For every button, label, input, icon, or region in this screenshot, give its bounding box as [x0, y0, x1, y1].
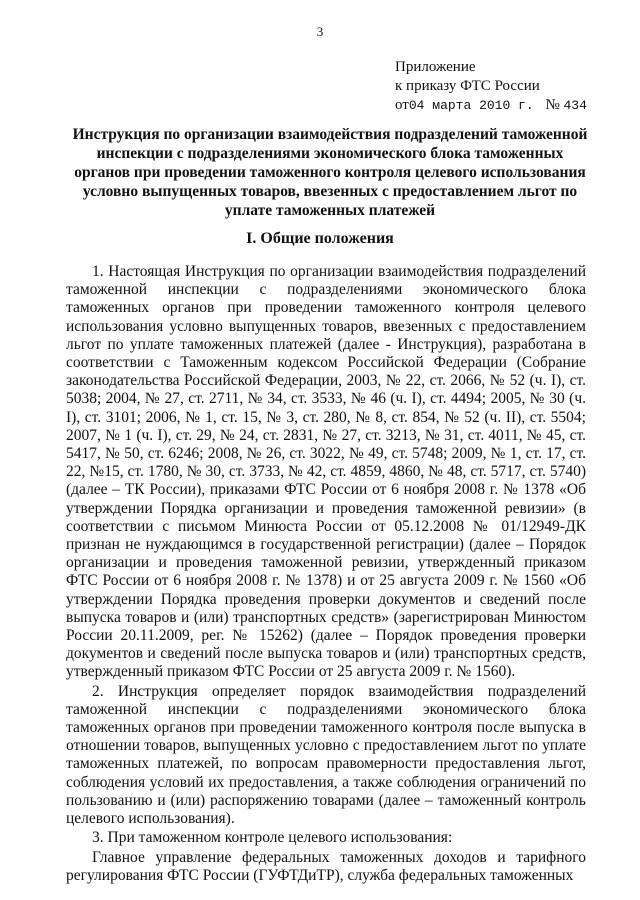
- paragraph-4: Главное управление федеральных таможенных доходов и тарифного регулирования ФТС России (ГУФТДиТР), служба федеральных таможенных: [66, 848, 586, 884]
- paragraph-2: 2. Инструкция определяет порядок взаимодействия подразделений таможенной инспекции с подразделениями экономического блока таможенных органов при проведении таможенного контроля после выпуска в отношении товаров, выпущенных условно с предоставлением льгот по уплате таможенных платежей, по вопросам правомерности предоставления льгот, соблюдения условий их предоставления, а также соблюдения ограничений по пользованию и (или) распоряжению товарами (далее – таможенный контроль целевого использования).: [66, 682, 586, 828]
- page-number: 3: [316, 24, 324, 39]
- document-body: [66, 263, 586, 885]
- appendix-line-1: Приложение: [395, 59, 476, 75]
- appendix-from-label: от: [395, 97, 409, 113]
- appendix-number: 434: [563, 98, 587, 113]
- section-heading: I. Общие положения: [246, 230, 394, 247]
- appendix-order-line: [395, 96, 587, 115]
- appendix-number-label: №: [545, 97, 560, 113]
- paragraph-3: 3. При таможенном контроле целевого использования:: [92, 829, 453, 847]
- appendix-block: [395, 58, 587, 115]
- document-title: Инструкция по организации взаимодействия подразделений таможенной инспекции с подразделениями экономического блока таможенных органов при проведении таможенного контроля целевого использования условно выпущенных товаров, ввезенных с предоставлением льгот по уплате таможенных платежей: [72, 126, 588, 219]
- paragraph-1: 1. Настоящая Инструкция по организации взаимодействия подразделений таможенной инспекции с подразделениями экономического блока таможенных органов при проведении таможенного контроля целевого использования условно выпущенных товаров, ввезенных с предоставлением льгот по уплате таможенных платежей (далее - Инструкция), разработана в соответствии с Таможенным кодексом Российской Федерации (Собрание законодательства Российской Федерации, 2003, № 22, ст. 2066, № 52 (ч. I), ст. 5038; 2004, № 27, ст. 2711, № 34, ст. 3533, № 46 (ч. I), ст. 4494; 2005, № 30 (ч. I), ст. 3101; 2006, № 1, ст. 15, № 3, ст. 280, № 8, ст. 854, № 52 (ч. II), ст. 5504; 2007, № 1 (ч. I), ст. 29, № 24, ст. 2831, № 27, ст. 3213, № 31, ст. 4011, № 45, ст. 5417, № 50, ст. 6246; 2008, № 26, ст. 3022, № 49, ст. 5748; 2009, № 1, ст. 17, ст. 22, №15, ст. 1780, № 30, ст. 3733, № 42, ст. 4859, 4860, № 48, ст. 5717, ст. 5740) (далее – ТК России), приказами ФТС России от 6 ноября 2008 г. № 1378 «Об утверждении Порядка организации и проведения таможенной ревизии» (в соответствии с письмом Минюста России от 05.12.2008 № 01/12949-ДК признан не нуждающимся в государственной регистрации) (далее – Порядок организации и проведения таможенной ревизии, утвержденный приказом ФТС России от 6 ноября 2008 г. № 1378) и от 25 августа 2009 г. № 1560 «Об утверждении Порядка проведения проверки документов и сведений после выпуска товаров и (или) транспортных средств» (зарегистрирован Минюстом России 20.11.2009, рег. № 15262) (далее – Порядок проведения проверки документов и сведений после выпуска товаров и (или) транспортных средств, утвержденный приказом ФТС России от 25 августа 2009 г. № 1560).: [66, 263, 586, 681]
- appendix-date: 04 марта 2010 г.: [408, 98, 534, 113]
- appendix-line-2: к приказу ФТС России: [395, 78, 540, 94]
